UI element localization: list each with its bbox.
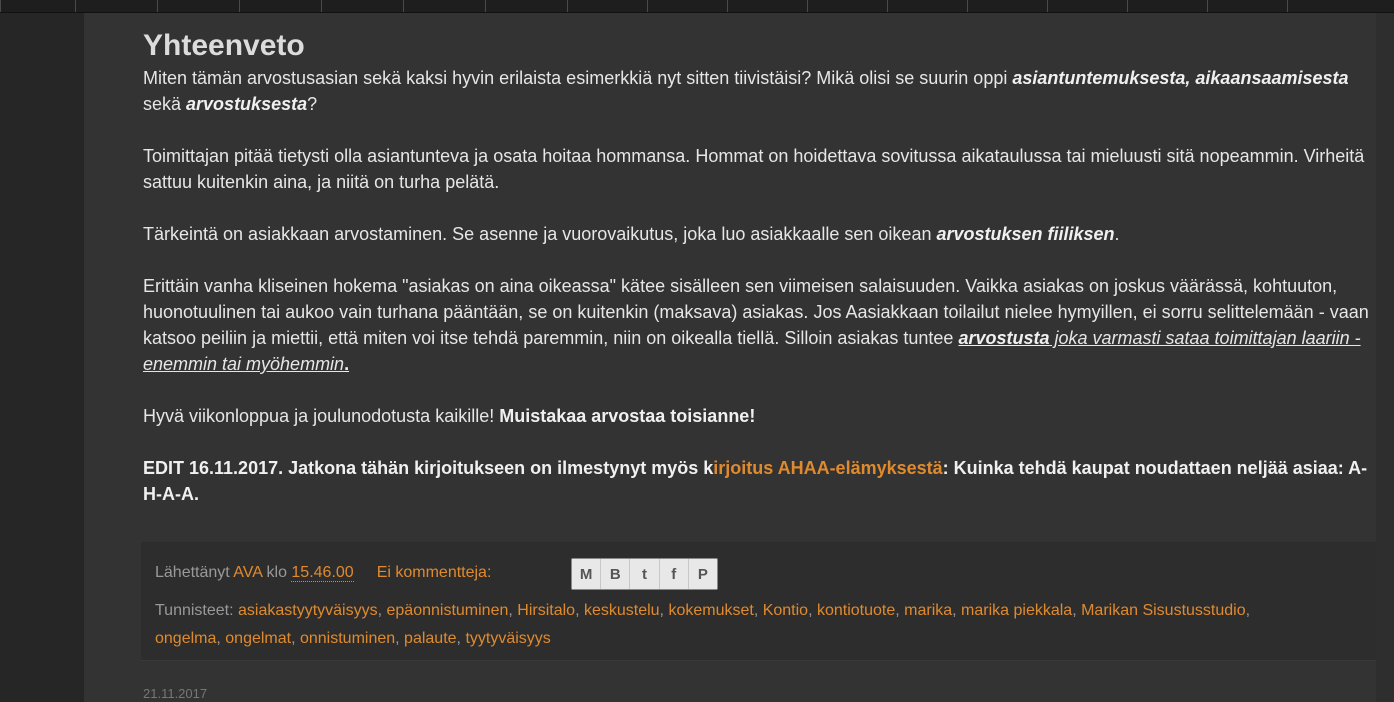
toolbar-button[interactable] <box>157 0 238 12</box>
post-section-title: Yhteenveto <box>143 29 305 62</box>
toolbar-button[interactable] <box>321 0 402 12</box>
post-meta: Lähettänyt AVA klo 15.46.00 Ei kommentteja: <box>155 564 492 581</box>
next-post-date: 21.11.2017 <box>143 686 208 701</box>
label-link[interactable]: onnistuminen <box>299 630 396 647</box>
toolbar-button[interactable] <box>485 0 566 12</box>
email-icon[interactable]: M <box>572 559 600 589</box>
post-footer <box>141 542 1376 661</box>
paragraph-appreciation: Tärkeintä on asiakkaan arvostaminen. Se asenne ja vuorovaikutus, joka luo asiakkaalle sen oikean arvostuksen fiiliksen. <box>143 224 1120 244</box>
label-link[interactable]: keskustelu <box>583 602 660 619</box>
label-link[interactable]: tyytyväisyys <box>465 630 551 647</box>
top-toolbar <box>0 0 1394 13</box>
toolbar-button[interactable] <box>75 0 156 12</box>
paragraph-summary-question: Miten tämän arvostusasian sekä kaksi hyvin erilaista esimerkkiä nyt sitten tiivistäisi? Mikä olisi se suurin oppi asiantuntemuksesta, aikaansaamisesta sekä arvostuksesta? <box>143 68 1349 114</box>
toolbar-button[interactable] <box>967 0 1048 12</box>
pinterest-icon[interactable]: P <box>689 559 717 589</box>
toolbar-button[interactable] <box>727 0 808 12</box>
toolbar-button[interactable] <box>647 0 728 12</box>
facebook-icon[interactable]: f <box>660 559 688 589</box>
toolbar-button[interactable] <box>887 0 968 12</box>
label-link[interactable]: ongelmat <box>225 630 292 647</box>
toolbar-button[interactable] <box>1127 0 1208 12</box>
paragraph-edit-note: EDIT 16.11.2017. Jatkona tähän kirjoitukseen on ilmestynyt myös kirjoitus AHAA-elämyksestä: Kuinka tehdä kaupat noudattaen neljää asiaa: A-H-A-A. <box>143 458 1368 504</box>
label-link[interactable]: marika <box>904 602 953 619</box>
label-link[interactable]: palaute <box>404 630 457 647</box>
comments-link[interactable]: Ei kommentteja: <box>376 564 492 581</box>
right-margin <box>1376 0 1394 702</box>
label-link[interactable]: ongelma <box>155 630 217 647</box>
label-link[interactable]: Kontio <box>762 602 809 619</box>
share-buttons <box>571 558 718 590</box>
left-margin <box>0 0 84 702</box>
label-link[interactable]: Marikan Sisustusstudio <box>1081 602 1246 619</box>
label-link[interactable]: kontiotuote <box>816 602 896 619</box>
labels-list: asiakastyytyväisyys, epäonnistuminen, Hirsitalo, keskustelu, kokemukset, Kontio, kontiotuote, marika, marika piekkala, Marikan Sisustusstudio, ongelma, ongelmat, onnistuminen, palaute, tyytyväisyys <box>155 602 1251 647</box>
toolbar-button[interactable] <box>807 0 888 12</box>
blogger-icon[interactable]: B <box>601 559 629 589</box>
post-labels: Tunnisteet: asiakastyytyväisyys, epäonnistuminen, Hirsitalo, keskustelu, kokemukset, Kontio, kontiotuote, marika, marika piekkala, Marikan Sisustusstudio, ongelma, ongelmat, onnistuminen, palaute, tyytyväisyys <box>155 602 1251 647</box>
post-time-link[interactable]: 15.46.00 <box>291 564 354 581</box>
paragraph-greeting: Hyvä viikonloppua ja joulunodotusta kaikille! Muistakaa arvostaa toisianne! <box>143 406 756 426</box>
toolbar-button[interactable] <box>1207 0 1288 12</box>
toolbar-button[interactable] <box>1047 0 1128 12</box>
toolbar-button[interactable] <box>567 0 648 12</box>
label-link[interactable]: epäonnistuminen <box>386 602 509 619</box>
paragraph-expertise: Toimittajan pitää tietysti olla asiantunteva ja osata hoitaa hommansa. Hommat on hoidettava sovitussa aikataulussa tai mieluusti sitä nopeammin. Virheitä sattuu kuitenkin aina, ja niitä on turha pelätä. <box>143 146 1365 192</box>
label-link[interactable]: Hirsitalo <box>517 602 576 619</box>
ahaa-article-link[interactable]: irjoitus AHAA-elämyksestä <box>713 458 943 478</box>
twitter-icon[interactable]: t <box>630 559 658 589</box>
label-link[interactable]: kokemukset <box>668 602 754 619</box>
blog-post <box>143 28 1373 507</box>
label-link[interactable]: asiakastyytyväisyys <box>238 602 378 619</box>
toolbar-button[interactable] <box>1287 0 1368 12</box>
toolbar-button[interactable] <box>239 0 320 12</box>
toolbar-button[interactable] <box>0 0 81 12</box>
label-link[interactable]: marika piekkala <box>961 602 1073 619</box>
toolbar-button[interactable] <box>403 0 484 12</box>
author-link[interactable]: AVA <box>233 564 263 581</box>
paragraph-customer-always-right: Erittäin vanha kliseinen hokema "asiakas on aina oikeassa" kätee sisälleen sen viimeisen salaisuuden. Vaikka asiakas on joskus väärässä, kohtuuton, huonotuulinen tai aukoo vain turhana pääntään, se on kuitenkin (maksava) asiakas. Jos Aasiakkaan toilailut nielee hymyillen, ei sorru selittelemään - vaan katsoo peiliin ja miettii, että miten voi itse tehdä paremmin, niin on oikealla tiellä. Silloin asiakas tuntee arvostusta joka varmasti sataa toimittajan laariin - enemmin tai myöhemmin. <box>143 276 1369 374</box>
